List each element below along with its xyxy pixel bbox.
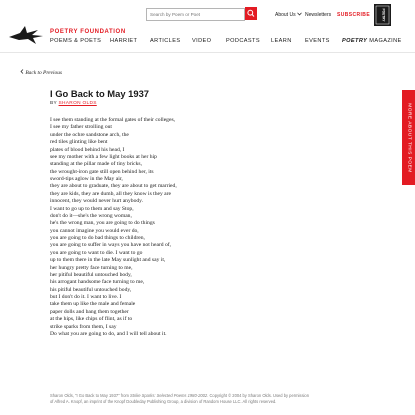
nav-podcasts[interactable]: PODCASTS xyxy=(226,38,260,44)
search-button[interactable] xyxy=(245,7,257,20)
poem-line: at the hips, like chips of flint, as if to xyxy=(50,316,133,323)
chevron-down-icon xyxy=(297,12,302,16)
poem-line: red tiles glinting like bent xyxy=(50,139,108,146)
poem-body xyxy=(50,117,177,338)
poem-line: paper dolls and bang them together xyxy=(50,308,129,315)
poem-line: you cannot imagine you would ever do, xyxy=(50,227,139,234)
poem-line: up to them there in the late May sunlight and say it, xyxy=(50,257,166,264)
nav-magazine-suffix: MAGAZINE xyxy=(367,38,402,44)
poem-line: strike sparks from them, I say xyxy=(50,323,117,330)
nav-poems-poets[interactable]: POEMS & POETS xyxy=(50,38,102,44)
back-to-previous-link[interactable] xyxy=(20,69,62,76)
about-us-label: About Us xyxy=(275,12,296,18)
search-box[interactable] xyxy=(146,8,245,21)
poem-line: innocent, they would never hurt anybody. xyxy=(50,198,143,205)
poem-line: plates of blood behind his head, I xyxy=(50,146,125,153)
poem-line: you are going to suffer in ways you have not heard of, xyxy=(50,242,172,249)
nav-video[interactable]: VIDEO xyxy=(192,38,212,44)
poetry-badge-label: POETRY xyxy=(381,8,386,22)
credit-text-a: Sharon Olds, "I Go Back to May 1937" from xyxy=(50,393,131,398)
poem-line: her pitiful beautiful untouched body, xyxy=(50,271,132,278)
nav-harriet[interactable]: HARRIET xyxy=(110,38,138,44)
poem-line: I see my father strolling out xyxy=(50,124,112,131)
subscribe-link[interactable]: SUBSCRIBE xyxy=(337,12,371,18)
poem-line: but I don't do it. I want to live. I xyxy=(50,294,122,300)
nav-articles[interactable]: ARTICLES xyxy=(150,38,181,44)
poem-line: standing at the pillar made of tiny bricks, xyxy=(50,161,142,168)
poem-line: they are kids, they are dumb, all they know is they are xyxy=(50,190,172,197)
poem-line: Do what you are going to do, and I will tell about it. xyxy=(50,330,167,337)
poem-line: don't do it—she's the wrong woman, xyxy=(50,212,132,219)
credit-book-title: Strike Sparks: Selected Poems 1980-2002 xyxy=(130,393,208,398)
poem-line: under the ochre sandstone arch, the xyxy=(50,131,129,138)
chevron-left-icon xyxy=(20,69,24,74)
poetry-magazine-badge[interactable] xyxy=(374,4,391,26)
search-icon xyxy=(245,7,257,20)
poem-line: see my mother with a few light books at her hip xyxy=(50,153,157,160)
newsletters-link[interactable]: Newsletters xyxy=(305,12,332,18)
poem-line: I see them standing at the formal gates of their colleges, xyxy=(50,117,176,123)
copyright-credit xyxy=(50,393,310,404)
poem-line: his arrogant handsome face turning to me, xyxy=(50,279,145,286)
about-us-link[interactable] xyxy=(275,12,302,18)
logo-text[interactable]: POETRY FOUNDATION xyxy=(50,29,126,35)
nav-events[interactable]: EVENTS xyxy=(305,38,330,44)
author-link[interactable]: SHARON OLDS xyxy=(58,101,97,106)
poem-line: you are going to want to die. I want to go xyxy=(50,249,143,256)
side-tab-label: MORE ABOUT THIS POEM xyxy=(406,102,411,173)
poem-title: I Go Back to May 1937 xyxy=(50,88,150,99)
more-about-this-poem-tab[interactable] xyxy=(402,90,415,185)
poem-line: they are about to graduate, they are about to get married, xyxy=(50,183,177,190)
pegasus-logo-icon[interactable] xyxy=(8,24,44,46)
poem-line: you are going to do bad things to children, xyxy=(50,235,145,241)
poem-line: his pitiful beautiful untouched body, xyxy=(50,286,132,293)
poem-byline xyxy=(50,101,97,106)
search-input[interactable] xyxy=(147,9,244,20)
poem-line: I want to go up to them and say Stop, xyxy=(50,205,134,212)
nav-magazine-prefix: POETRY xyxy=(342,38,368,44)
poem-line: he's the wrong man, you are going to do things xyxy=(50,220,155,227)
site-header xyxy=(0,0,415,53)
nav-poetry-magazine[interactable] xyxy=(342,38,402,44)
back-to-previous-label: Back to Previous xyxy=(25,70,62,76)
poem-line: her hungry pretty face turning to me, xyxy=(50,264,133,271)
byline-prefix: BY xyxy=(50,101,59,106)
poetry-badge-icon xyxy=(374,4,391,26)
poem-line: sword-tips aglow in the May air, xyxy=(50,176,123,182)
credit-text-b: . Copyright © 2004 by Sharon Olds. Used by permission of Alfred A. Knopf, an imprint of the Knopf Doubleday Publishing Group, a division of Random House LLC. All rights reserved. xyxy=(50,393,309,404)
nav-learn[interactable]: LEARN xyxy=(271,38,292,44)
poem-line: take them up like the male and female xyxy=(50,301,136,308)
poem-line: the wrought-iron gate still open behind her, its xyxy=(50,168,154,175)
